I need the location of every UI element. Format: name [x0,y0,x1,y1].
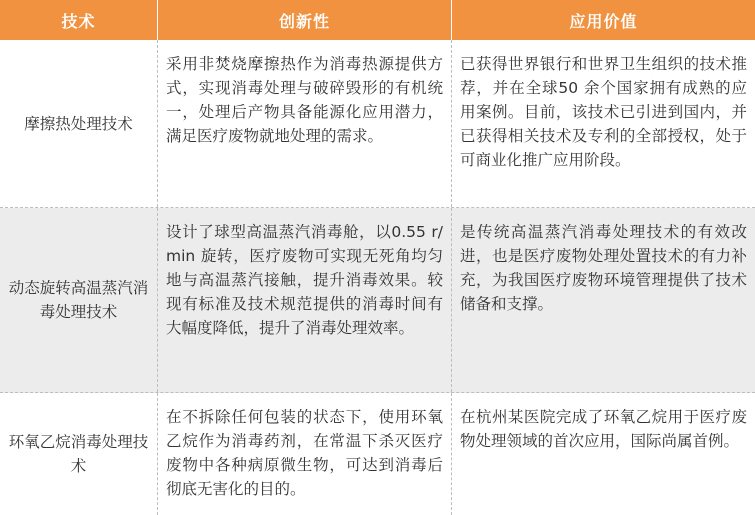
table-header [0,0,755,40]
innovation-text: 采用非焚烧摩擦热作为消毒热源提供方式，实现消毒处理与破碎毁形的有机统一，处理后产物具备能源化应用潜力，满足医疗废物就地处理的需求。 [158,40,452,207]
technology-name-text: 环氧乙烷消毒处理技术 [8,433,149,475]
header-innovation: 创新性 [158,0,452,40]
technology-name-text: 摩擦热处理技术 [24,114,133,133]
application-value-text: 在杭州某医院完成了环氧乙烷用于医疗废物处理领域的首次应用，国际尚属首例。 [460,408,747,450]
table-row [0,40,755,208]
technology-name-text: 动态旋转高温蒸汽消毒处理技术 [8,279,149,321]
table-row [0,393,755,515]
header-application-value: 应用价值 [569,11,638,31]
application-value-text: 已获得世界银行和世界卫生组织的技术推荐，并在全球50 余个国家拥有成熟的应用案例。目前，该技术已引进到国内，并已获得相关技术及专利的全部授权，处于可商业化推广应用阶段。 [460,55,747,169]
innovation-text: 在不拆除任何包装的状态下，使用环氧乙烷作为消毒药剂，在常温下杀灭医疗废物中各种病原微生物，可达到消毒后彻底无害化的目的。 [158,393,452,515]
table-row [0,208,755,393]
header-technology: 技术 [0,0,158,40]
technology-name [0,393,158,515]
innovation-text: 设计了球型高温蒸汽消毒舱，以0.55 r/min 旋转，医疗废物可实现无死角均匀地与高温蒸汽接触，提升消毒效果。较现有标准及技术规范提供的消毒时间有大幅度降低，提升了消毒处理效率。 [158,208,452,392]
technology-name [0,208,158,392]
technology-name [0,40,158,207]
application-value-text: 是传统高温蒸汽消毒处理技术的有效改进，也是医疗废物处理处置技术的有力补充，为我国医疗废物环境管理提供了技术储备和支撑。 [460,223,747,313]
